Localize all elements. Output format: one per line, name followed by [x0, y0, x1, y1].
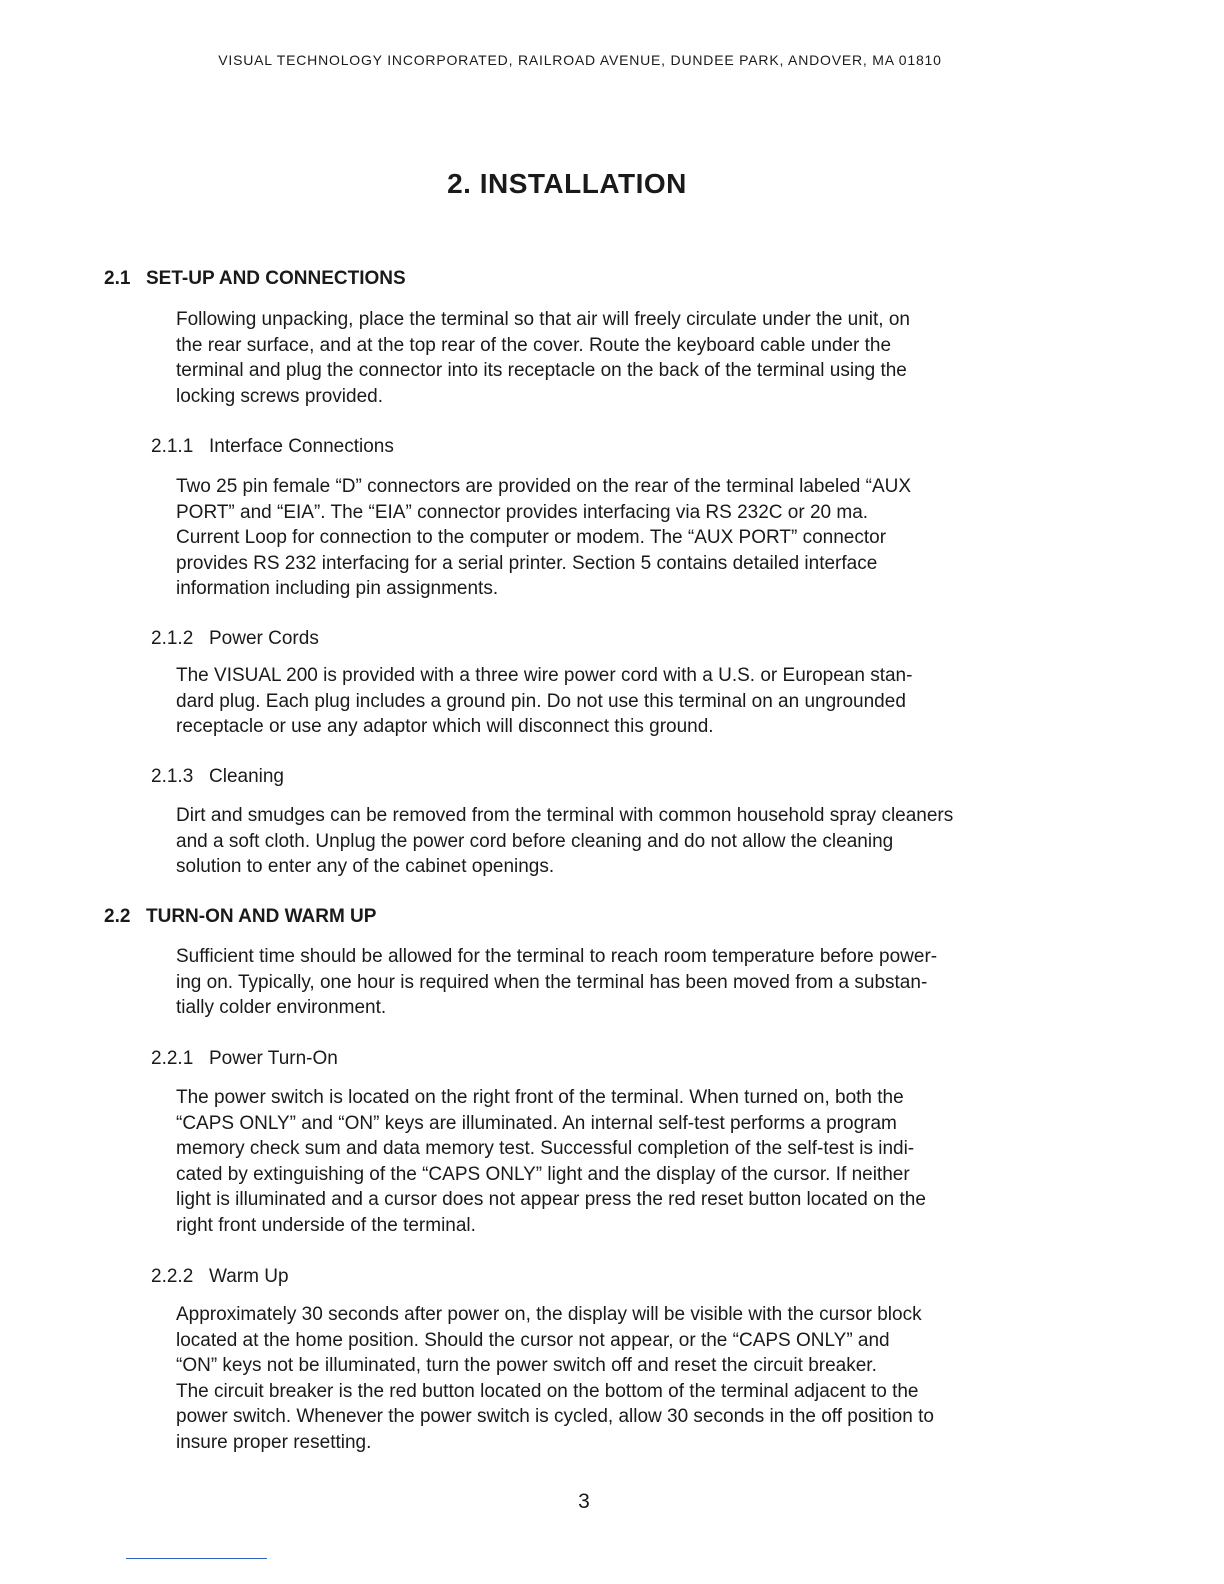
text-line: The circuit breaker is the red button located on the bottom of the terminal adjacent to the	[176, 1380, 919, 1402]
section-number: 2.2	[104, 906, 131, 927]
text-line: right front underside of the terminal.	[176, 1214, 476, 1236]
text-line: Current Loop for connection to the computer or modem. The “AUX PORT” connector	[176, 527, 887, 549]
text-line: Sufficient time should be allowed for the terminal to reach room temperature before power-	[176, 946, 938, 967]
section-title: SET-UP AND CONNECTIONS	[146, 268, 406, 289]
section-body-2-1-2	[176, 663, 1046, 740]
section-title: Cleaning	[209, 766, 284, 787]
section-heading-2-1-1	[151, 436, 394, 458]
chapter-title: 2. INSTALLATION	[447, 168, 687, 199]
text-line: Dirt and smudges can be removed from the terminal with common household spray cleaners	[176, 805, 954, 826]
text-line: “ON” keys not be illuminated, turn the power switch off and reset the circuit breaker.	[176, 1355, 877, 1377]
text-line: insure proper resetting.	[176, 1431, 372, 1453]
section-heading-2-2-1	[151, 1048, 338, 1070]
section-title: Interface Connections	[209, 436, 394, 457]
text-line: Following unpacking, place the terminal so that air will freely circulate under the unit, on	[176, 309, 910, 330]
text-line: tially colder environment.	[176, 997, 387, 1019]
section-title: TURN-ON AND WARM UP	[146, 906, 377, 927]
section-title: Power Cords	[209, 628, 319, 649]
section-heading-2-2-2	[151, 1266, 289, 1288]
text-line: located at the home position. Should the cursor not appear, or the “CAPS ONLY” and	[176, 1329, 890, 1351]
text-line: cated by extinguishing of the “CAPS ONLY” light and the display of the cursor. If neither	[176, 1163, 910, 1185]
section-body-2-1-3	[176, 803, 1046, 880]
section-title: Power Turn-On	[209, 1048, 338, 1069]
text-line: locking screws provided.	[176, 385, 383, 407]
section-body-2-2-2	[176, 1302, 1046, 1456]
section-title: Warm Up	[209, 1266, 289, 1287]
text-line: terminal and plug the connector into its receptacle on the back of the terminal using the	[176, 360, 907, 382]
text-line: dard plug. Each plug includes a ground pin. Do not use this terminal on an ungrounded	[176, 690, 906, 712]
text-line: provides RS 232 interfacing for a serial printer. Section 5 contains detailed interface	[176, 552, 878, 574]
section-body-2-1-1	[176, 474, 1046, 602]
text-line: PORT” and “EIA”. The “EIA” connector provides interfacing via RS 232C or 20 ma.	[176, 501, 869, 523]
text-line: memory check sum and data memory test. Successful completion of the self-test is indi-	[176, 1138, 915, 1160]
section-body-2-2-1	[176, 1085, 1046, 1239]
section-number: 2.1	[104, 268, 131, 289]
section-number: 2.1.1	[151, 436, 194, 457]
text-line: The VISUAL 200 is provided with a three wire power cord with a U.S. or European stan-	[176, 665, 913, 686]
page-header: VISUAL TECHNOLOGY INCORPORATED, RAILROAD AVENUE, DUNDEE PARK, ANDOVER, MA 01810	[218, 52, 942, 68]
text-line: power switch. Whenever the power switch is cycled, allow 30 seconds in the off position to	[176, 1406, 934, 1428]
footer-rule	[126, 1558, 267, 1559]
text-line: and a soft cloth. Unplug the power cord before cleaning and do not allow the cleaning	[176, 830, 894, 852]
section-body-2-1	[176, 307, 1046, 409]
section-number: 2.2.2	[151, 1266, 194, 1287]
text-line: The power switch is located on the right front of the terminal. When turned on, both the	[176, 1087, 904, 1108]
text-line: “CAPS ONLY” and “ON” keys are illuminated. An internal self-test performs a program	[176, 1112, 897, 1134]
text-line: Approximately 30 seconds after power on, the display will be visible with the cursor block	[176, 1304, 922, 1325]
section-heading-2-1	[104, 268, 406, 290]
text-line: ing on. Typically, one hour is required when the terminal has been moved from a substan-	[176, 971, 928, 993]
text-line: Two 25 pin female “D” connectors are provided on the rear of the terminal labeled “AUX	[176, 476, 912, 497]
section-number: 2.1.2	[151, 628, 194, 649]
text-line: solution to enter any of the cabinet openings.	[176, 856, 555, 878]
text-line: light is illuminated and a cursor does not appear press the red reset button located on the	[176, 1189, 926, 1211]
page-number: 3	[578, 1490, 590, 1513]
section-number: 2.2.1	[151, 1048, 194, 1069]
section-body-2-2	[176, 944, 1046, 1021]
text-line: receptacle or use any adaptor which will disconnect this ground.	[176, 716, 714, 738]
text-line: the rear surface, and at the top rear of the cover. Route the keyboard cable under the	[176, 334, 892, 356]
section-number: 2.1.3	[151, 766, 194, 787]
section-heading-2-1-2	[151, 628, 319, 650]
text-line: information including pin assignments.	[176, 578, 499, 600]
section-heading-2-1-3	[151, 766, 284, 788]
section-heading-2-2	[104, 906, 376, 928]
